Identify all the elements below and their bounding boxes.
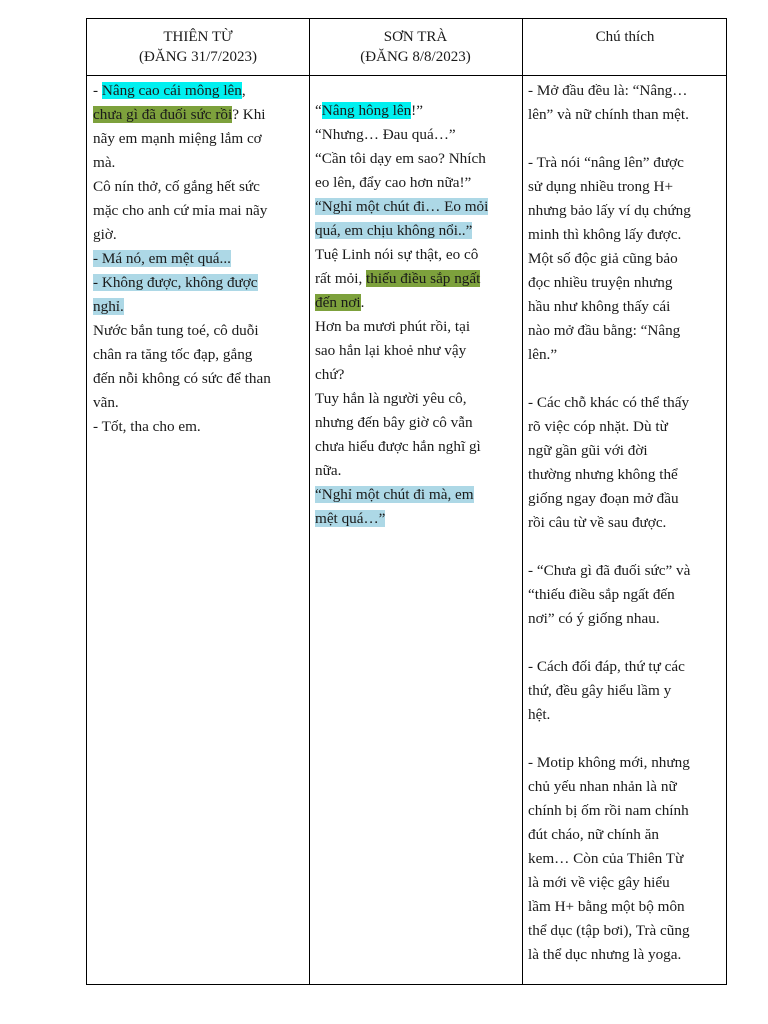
note-line: lên.”: [528, 346, 558, 363]
line: “Cần tôi dạy em sao? Nhích: [315, 150, 486, 167]
note-line: nơi” có ý giống nhau.: [528, 610, 660, 627]
note-spacer: [528, 631, 728, 655]
note-line: nhưng bảo lấy ví dụ chứng: [528, 202, 691, 219]
highlight-lightblue: mệt quá…”: [315, 510, 386, 527]
note-line: thể dục (tập bơi), Trà cũng: [528, 922, 690, 939]
note-line: là thể dục nhưng là yoga.: [528, 946, 682, 963]
line: [93, 247, 307, 271]
note-line: sử dụng nhiều trong H+: [528, 178, 674, 195]
highlight-green: thiếu điều sắp ngất: [366, 270, 481, 287]
column-divider-2: [522, 19, 523, 984]
line: chưa hiểu được hắn nghĩ gì: [315, 438, 481, 455]
text: .: [360, 294, 365, 311]
line: Nước bắn tung toé, cô duỗi: [93, 322, 259, 339]
note-spacer: [528, 535, 728, 559]
note-spacer: [528, 727, 728, 751]
note-line: là mới về việc gây hiểu: [528, 874, 670, 891]
highlight-lightblue: - Má nó, em mệt quá...: [93, 250, 231, 267]
line: [315, 507, 521, 531]
column-chu-thich-notes: [528, 79, 728, 967]
text: ,: [241, 82, 246, 99]
line: đến nỗi không có sức để than: [93, 370, 271, 387]
note-line: giống ngay đoạn mở đầu: [528, 490, 679, 507]
line: [93, 295, 307, 319]
note-line: “thiếu điều sắp ngất đến: [528, 586, 675, 603]
line: [315, 483, 521, 507]
line: nhưng đến bây giờ cô vẫn: [315, 414, 473, 431]
column-son-tra-text: [315, 99, 521, 531]
note-line: nào mở đầu bằng: “Nâng: [528, 322, 681, 339]
highlight-lightblue: quá, em chịu không nổi..”: [315, 222, 473, 239]
highlight-lightblue: - Không được, không được: [93, 274, 258, 291]
line: chân ra tăng tốc đạp, gắng: [93, 346, 253, 363]
note-line: rõ việc cóp nhặt. Dù từ: [528, 418, 668, 435]
text: rất mỏi,: [315, 270, 367, 287]
text: ? Khi: [232, 106, 266, 123]
header-col1-title: THIÊN TỪ: [163, 29, 233, 45]
note-line: hầu như không thấy cái: [528, 298, 671, 315]
line: Tuệ Linh nói sự thật, eo cô: [315, 246, 479, 263]
line: [315, 267, 521, 291]
note-line: Một số độc giả cũng bảo: [528, 250, 678, 267]
note-line: ngữ gần gũi với đời: [528, 442, 648, 459]
note-line: chủ yếu nhan nhản là nữ: [528, 778, 677, 795]
note-spacer: [528, 367, 728, 391]
line: [315, 99, 521, 123]
text: !”: [411, 102, 423, 119]
line: eo lên, đẩy cao hơn nữa!”: [315, 174, 472, 191]
line: [93, 103, 307, 127]
header-col2-title: SƠN TRÀ: [383, 29, 448, 45]
line: [93, 271, 307, 295]
note-line: - Cách đối đáp, thứ tự các: [528, 658, 685, 675]
comparison-table: [86, 18, 727, 985]
note-line: thường nhưng không thể: [528, 466, 678, 483]
note-line: - “Chưa gì đã đuối sức” và: [528, 562, 691, 579]
line: mặc cho anh cứ mỉa mai nãy: [93, 202, 268, 219]
line: Cô nín thở, cố gắng hết sức: [93, 178, 260, 195]
note-line: rồi câu từ về sau được.: [528, 514, 667, 531]
header-thien-tu: [87, 19, 309, 83]
line: “Nhưng… Đau quá…”: [315, 126, 456, 143]
note-line: - Motip không mới, nhưng: [528, 754, 690, 771]
line: nữa.: [315, 462, 342, 479]
header-chu-thich: [522, 19, 728, 83]
note-line: thứ, đều gây hiểu lầm y: [528, 682, 672, 699]
line: chứ?: [315, 366, 345, 383]
column-thien-tu-text: [93, 79, 307, 439]
highlight-green: chưa gì đã đuối sức rồi: [93, 106, 233, 123]
highlight-cyan: Nâng hông lên: [321, 102, 412, 119]
line: - Tốt, tha cho em.: [93, 418, 201, 435]
line: Hơn ba mươi phút rồi, tại: [315, 318, 471, 335]
header-col1-date: (ĐĂNG 31/7/2023): [139, 49, 257, 65]
note-line: lên” và nữ chính than mệt.: [528, 106, 689, 123]
header-col2-date: (ĐĂNG 8/8/2023): [360, 49, 471, 65]
note-line: - Các chỗ khác có thể thấy: [528, 394, 690, 411]
line: [315, 195, 521, 219]
line: vãn.: [93, 394, 119, 411]
highlight-lightblue: nghỉ.: [93, 298, 124, 315]
line: mà.: [93, 154, 116, 171]
highlight-lightblue: “Nghỉ một chút đi mà, em: [315, 486, 474, 503]
dash: -: [93, 82, 102, 99]
highlight-cyan: Nâng cao cái mông lên: [101, 82, 242, 99]
header-col3-title: Chú thích: [595, 29, 655, 45]
highlight-lightblue: “Nghỉ một chút đi… Eo mỏi: [315, 198, 489, 215]
note-line: chính bị ốm rồi nam chính: [528, 802, 689, 819]
line: Tuy hắn là người yêu cô,: [315, 390, 467, 407]
note-line: - Mở đầu đều là: “Nâng…: [528, 82, 688, 99]
note-line: lầm H+ bằng một bộ môn: [528, 898, 685, 915]
note-line: đọc nhiều truyện nhưng: [528, 274, 673, 291]
header-son-tra: [309, 19, 522, 83]
note-spacer: [528, 127, 728, 151]
highlight-green: đến nơi: [315, 294, 361, 311]
column-divider-1: [309, 19, 310, 984]
line: sao hắn lại khoẻ như vậy: [315, 342, 467, 359]
text: “: [315, 102, 322, 119]
note-line: - Trà nói “nâng lên” được: [528, 154, 684, 171]
line: [315, 219, 521, 243]
note-line: đút cháo, nữ chính ăn: [528, 826, 659, 843]
line: giờ.: [93, 226, 117, 243]
line: nãy em mạnh miệng lắm cơ: [93, 130, 262, 147]
line: [315, 291, 521, 315]
note-line: minh thì không lấy được.: [528, 226, 682, 243]
line: [93, 79, 307, 103]
note-line: kem… Còn của Thiên Từ: [528, 850, 684, 867]
note-line: hệt.: [528, 706, 551, 723]
